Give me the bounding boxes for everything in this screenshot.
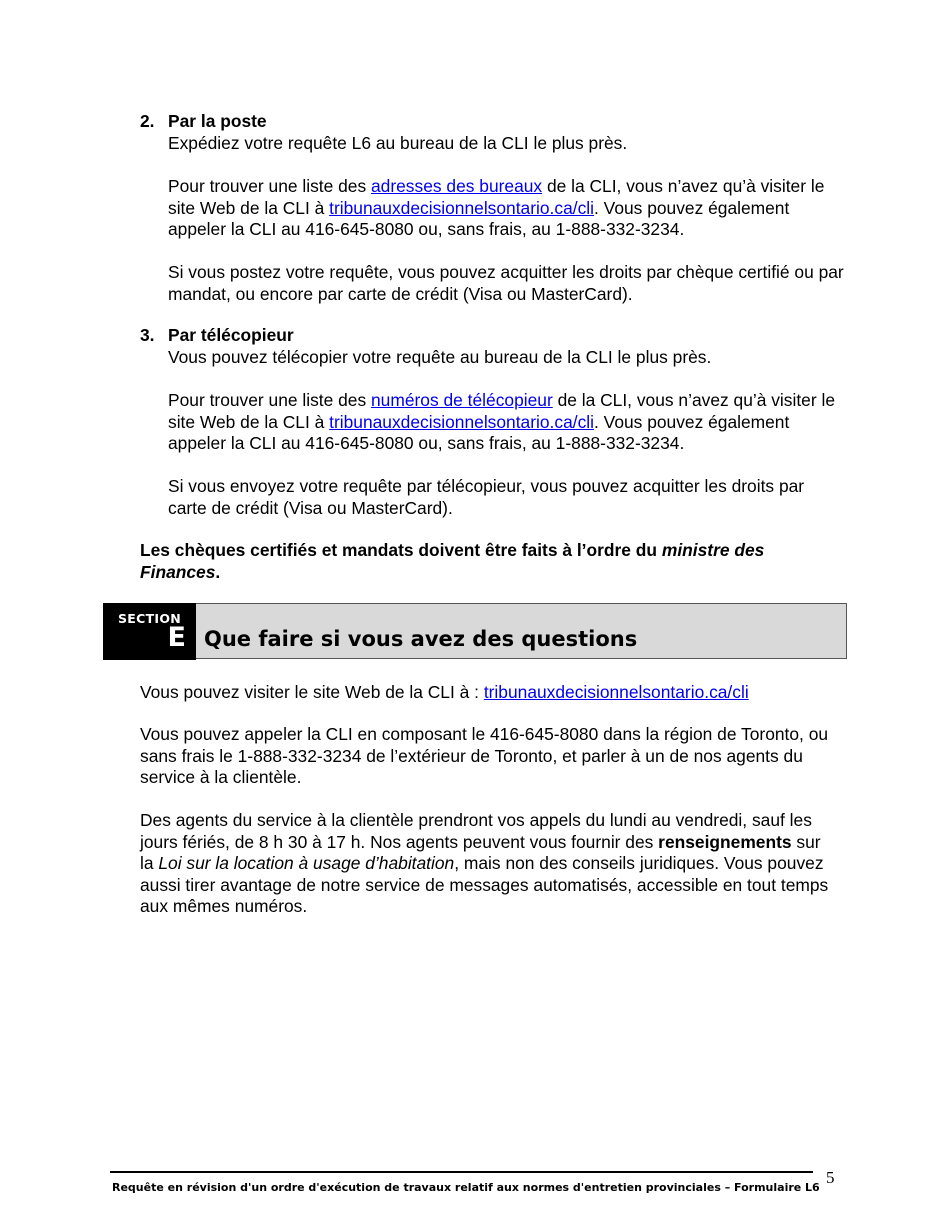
page-number: 5 <box>826 1168 835 1187</box>
item-3-find-text: Pour trouver une liste des <box>168 390 371 410</box>
item-3-find-paragraph <box>168 390 840 455</box>
item-2-heading: Par la poste <box>168 111 267 131</box>
section-label-tab <box>103 603 196 660</box>
cheques-note-payee: ministre des Finances <box>140 540 765 582</box>
hours-paragraph <box>140 810 838 918</box>
tribunal-website-link[interactable]: tribunauxdecisionnelsontario.ca/cli <box>329 197 595 218</box>
item-3-number: 3. <box>140 325 155 345</box>
item-3-find-text-end: . Vous pouvez également appeler la CLI au 416-645-8080 ou, sans frais, au 1-888-332-3234. <box>168 411 790 453</box>
fax-numbers-link[interactable]: numéros de télécopieur <box>371 390 553 410</box>
item-2-intro: Expédiez votre requête L6 au bureau de la CLI le plus près. <box>168 133 628 153</box>
item-2-find-paragraph <box>168 176 840 241</box>
cheques-note-end: . <box>215 561 221 582</box>
footer-text: Requête en révision d'un ordre d'exécution de travaux relatif aux normes d'entretien provinciales – Formulaire L6 <box>112 1181 820 1194</box>
item-3-intro: Vous pouvez télécopier votre requête au bureau de la CLI le plus près. <box>168 347 712 367</box>
tribunal-website-link[interactable]: tribunauxdecisionnelsontario.ca/cli <box>483 682 749 702</box>
hours-text-mid: sur la <box>140 831 821 873</box>
footer-rule <box>110 1171 813 1173</box>
item-2-number: 2. <box>140 111 155 131</box>
call-paragraph: Vous pouvez appeler la CLI en composant le 416-645-8080 dans la région de Toronto, ou sans frais le 1-888-332-3234 de l’extérieur de Toronto, et parler à un de nos agents du service à la clientèle. <box>140 724 829 787</box>
tribunal-website-link[interactable]: tribunauxdecisionnelsontario.ca/cli <box>329 411 595 432</box>
office-addresses-link[interactable]: adresses des bureaux <box>371 176 543 196</box>
item-3-find-text-mid: de la CLI, vous n’avez qu’à visiter le site Web de la CLI à <box>168 390 836 432</box>
section-word: SECTION <box>117 611 182 626</box>
visit-website-paragraph <box>140 682 749 704</box>
hours-text-end: , mais non des conseils juridiques. Vous pouvez aussi tirer avantage de notre service de messages automatisés, accessible en tout temps aux mêmes numéros. <box>140 853 829 916</box>
item-2-find-text-end: . Vous pouvez également appeler la CLI au 416-645-8080 ou, sans frais, au 1-888-332-3234. <box>168 197 790 239</box>
section-title: Que faire si vous avez des questions <box>204 627 638 651</box>
item-2-find-text-mid: de la CLI, vous n’avez qu’à visiter le site Web de la CLI à <box>168 176 825 218</box>
hours-bold-text: renseignements <box>658 831 792 852</box>
cheques-note-text: Les chèques certifiés et mandats doivent être faits à l’ordre du <box>140 540 662 560</box>
visit-website-text: Vous pouvez visiter le site Web de la CLI à : <box>140 682 484 702</box>
act-name: Loi sur la location à usage d’habitation <box>158 853 455 873</box>
item-2-payment: Si vous postez votre requête, vous pouvez acquitter les droits par chèque certifié ou par mandat, ou encore par carte de crédit (Visa ou MasterCard). <box>168 262 844 304</box>
item-3-payment: Si vous envoyez votre requête par télécopieur, vous pouvez acquitter les droits par carte de crédit (Visa ou MasterCard). <box>168 476 805 518</box>
cheques-note <box>140 540 830 583</box>
section-letter: E <box>167 622 186 653</box>
hours-text: Des agents du service à la clientèle prendront vos appels du lundi au vendredi, sauf les jours fériés, de 8 h 30 à 17 h. Nos agents peuvent vous fournir des <box>140 810 812 852</box>
item-2-find-text: Pour trouver une liste des <box>168 176 371 196</box>
item-3-heading: Par télécopieur <box>168 325 294 345</box>
